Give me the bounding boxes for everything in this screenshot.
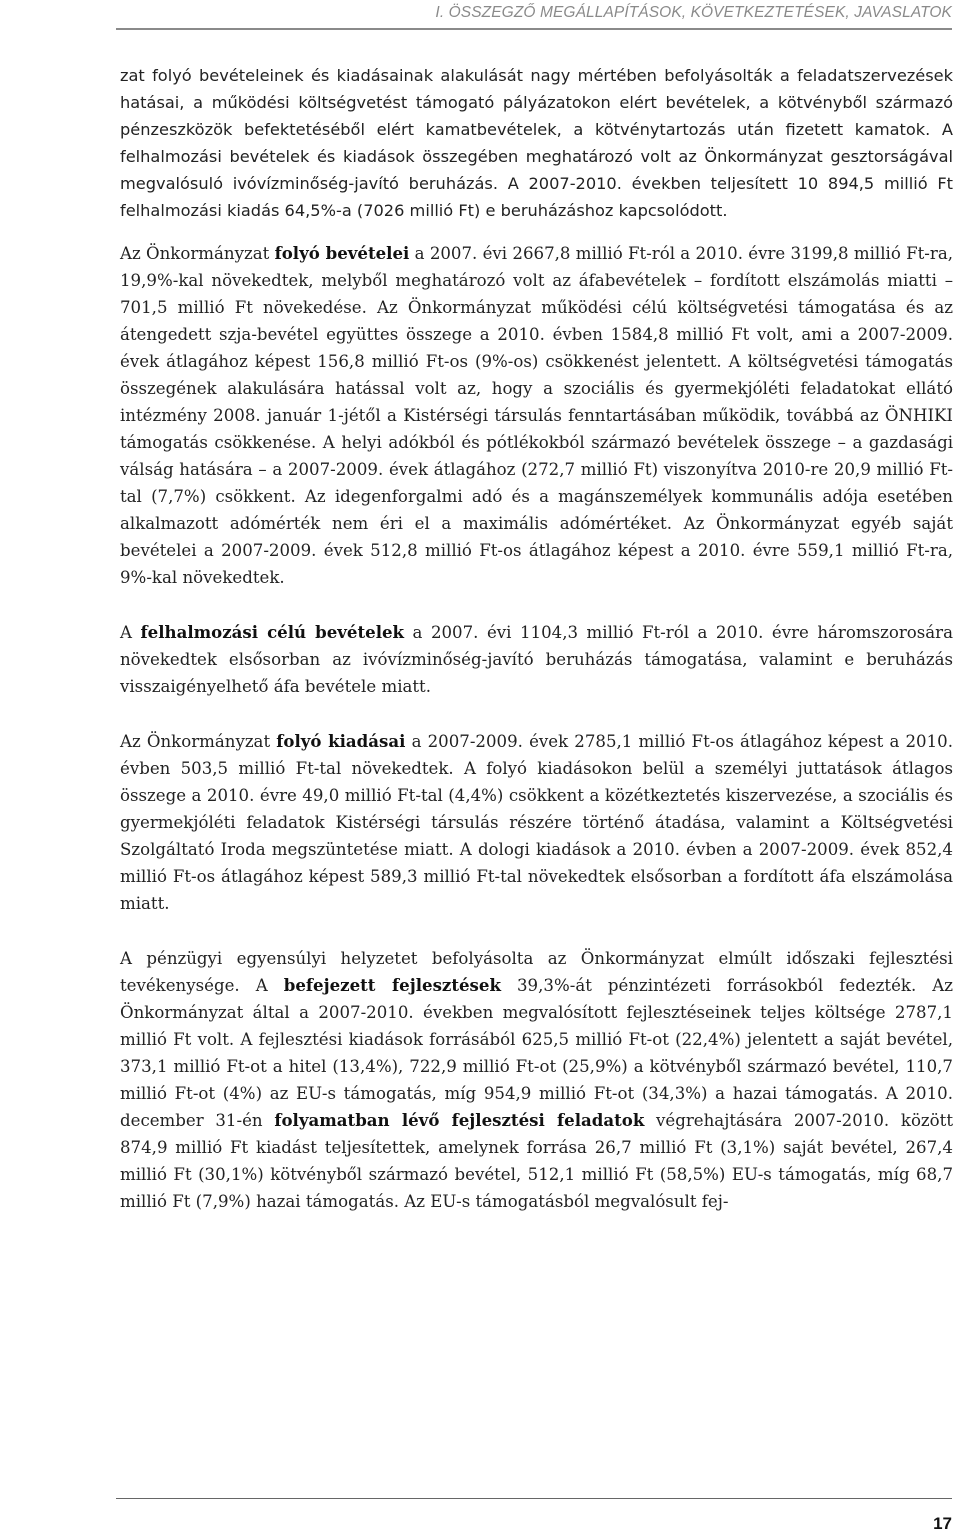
emphasized-term: befejezett fejlesztések: [283, 975, 501, 995]
paragraph-capital-revenues: [120, 619, 953, 700]
emphasized-term: felhalmozási célú bevételek: [140, 622, 405, 642]
paragraph-text: zat folyó bevételeinek és kiadásainak alakulását nagy mértében befolyásolták a feladatszervezések hatásai, a működési költségvetést támogató pályázatokon elért bevételek, a kötvényből származó pénzeszközök befektetéséből elért kamatbevételek, a kötvénytartozás után fizetett kamatok. A felhalmozási bevételek és kiadások összegében meghatározó volt az Önkormányzat gesztorságával megvalósuló ivóvízminőség-javító beruházás. A 2007-2010. években teljesített 10 894,5 millió Ft felhalmozási kiadás 64,5%-a (7026 millió Ft) e beruházáshoz kapcsolódott.: [120, 66, 953, 220]
paragraph-text: A: [120, 623, 141, 642]
paragraph-text: A pénzügyi egyensúlyi helyzetet befolyásolta az Önkormányzat elmúlt időszaki fejlesztési tevékenysége. A: [120, 949, 953, 995]
paragraph-revenues-overview: [120, 62, 953, 224]
paragraph-current-revenues: [120, 240, 953, 591]
emphasized-term: folyamatban lévő fejlesztési feladatok: [274, 1110, 645, 1130]
paragraph-text: Az Önkormányzat: [120, 732, 277, 751]
paragraph-text: 39,3%-át pénzintézeti forrásokból fedezték. Az Önkormányzat által a 2007-2010. években megvalósított fejlesztéseinek teljes költsége 2787,1 millió Ft volt. A fejlesztési kiadások forrásából 625,5 millió Ft-ot (22,4%) jelentett a saját bevétel, 373,1 millió Ft-ot a hitel (13,4%), 722,9 millió Ft-ot (25,9%) a kötvényből származó bevétel, 110,7 millió Ft-ot (4%) az EU-s támogatás, míg 954,9 millió Ft-ot (34,3%) a hazai támogatás. A 2010. december 31-én: [120, 976, 953, 1130]
document-body: [120, 62, 953, 1215]
paragraph-text: a 2007-2009. évek 2785,1 millió Ft-os átlagához képest a 2010. évben 503,5 millió Ft-tal növekedtek. A folyó kiadásokon belül a személyi juttatások átlagos összege a 2010. évre 49,0 millió Ft-tal (4,4%) csökkent a közétkeztetés kiszervezése, a szociális és gyermekjóléti feladatok Kistérségi társulás részére történő átadása, valamint a Költségvetési Szolgáltató Iroda megszüntetése miatt. A dologi kiadások a 2010. évben a 2007-2009. évek 852,4 millió Ft-os átlagához képest 589,3 millió Ft-tal növekedtek elsősorban a fordított áfa elszámolása miatt.: [120, 732, 953, 913]
header-divider: [116, 28, 952, 30]
paragraph-text: a 2007. évi 2667,8 millió Ft-ról a 2010. évre 3199,8 millió Ft-ra, 19,9%-kal növekedtek, melyből meghatározó volt az áfabevételek – fordított elszámolás miatti – 701,5 millió Ft növekedése. Az Önkormányzat működési célú költségvetési támogatása és az átengedett szja-bevétel együttes összege a 2010. évben 1584,8 millió Ft volt, ami a 2007-2009. évek átlagához képest 156,8 millió Ft-os (9%-os) csökkenést jelentett. A költségvetési támogatás összegének alakulására hatással volt az, hogy a szociális és gyermekjóléti feladatokat ellátó intézmény 2008. január 1-jétől a Kistérségi társulás fenntartásában működik, továbbá az ÖNHIKI támogatás csökkenése. A helyi adókból és pótlékokból származó bevételek összege – a gazdasági válság hatására – a 2007-2009. évek átlagához (272,7 millió Ft) viszonyítva 2010-re 20,9 millió Ft-tal (7,7%) csökkent. Az idegenforgalmi adó és a magánszemélyek kommunális adója esetében alkalmazott adómérték nem éri el a maximális adómértéket. Az Önkormányzat egyéb saját bevételei a 2007-2009. évek 512,8 millió Ft-os átlagához képest a 2010. évre 559,1 millió Ft-ra, 9%-kal növekedtek.: [120, 244, 953, 587]
paragraph-text: a 2007. évi 1104,3 millió Ft-ról a 2010. évre háromszorosára növekedtek elsősorban az ivóvízminőség-javító beruházás támogatása, valamint e beruházás visszaigényelhető áfa bevétele miatt.: [120, 623, 953, 696]
page-number: 17: [933, 1514, 952, 1533]
emphasized-term: folyó kiadásai: [276, 731, 406, 751]
paragraph-text: végrehajtására 2007-2010. között 874,9 millió Ft kiadást teljesítettek, amelynek forrása 26,7 millió Ft (3,1%) saját bevétel, 267,4 millió Ft (30,1%) kötvényből származó bevétel, 512,1 millió Ft (58,5%) EU-s támogatás, míg 68,7 millió Ft (7,9%) hazai támogatás. Az EU-s támogatásból megvalósult fej-: [120, 1111, 954, 1211]
footer-divider: [116, 1498, 952, 1499]
paragraph-development-projects: [120, 945, 953, 1215]
paragraph-text: Az Önkormányzat: [120, 244, 275, 263]
running-header-title: I. ÖSSZEGZŐ MEGÁLLAPÍTÁSOK, KÖVETKEZTETÉSEK, JAVASLATOK: [435, 4, 952, 21]
emphasized-term: folyó bevételei: [274, 243, 410, 263]
paragraph-current-expenditures: [120, 728, 953, 917]
